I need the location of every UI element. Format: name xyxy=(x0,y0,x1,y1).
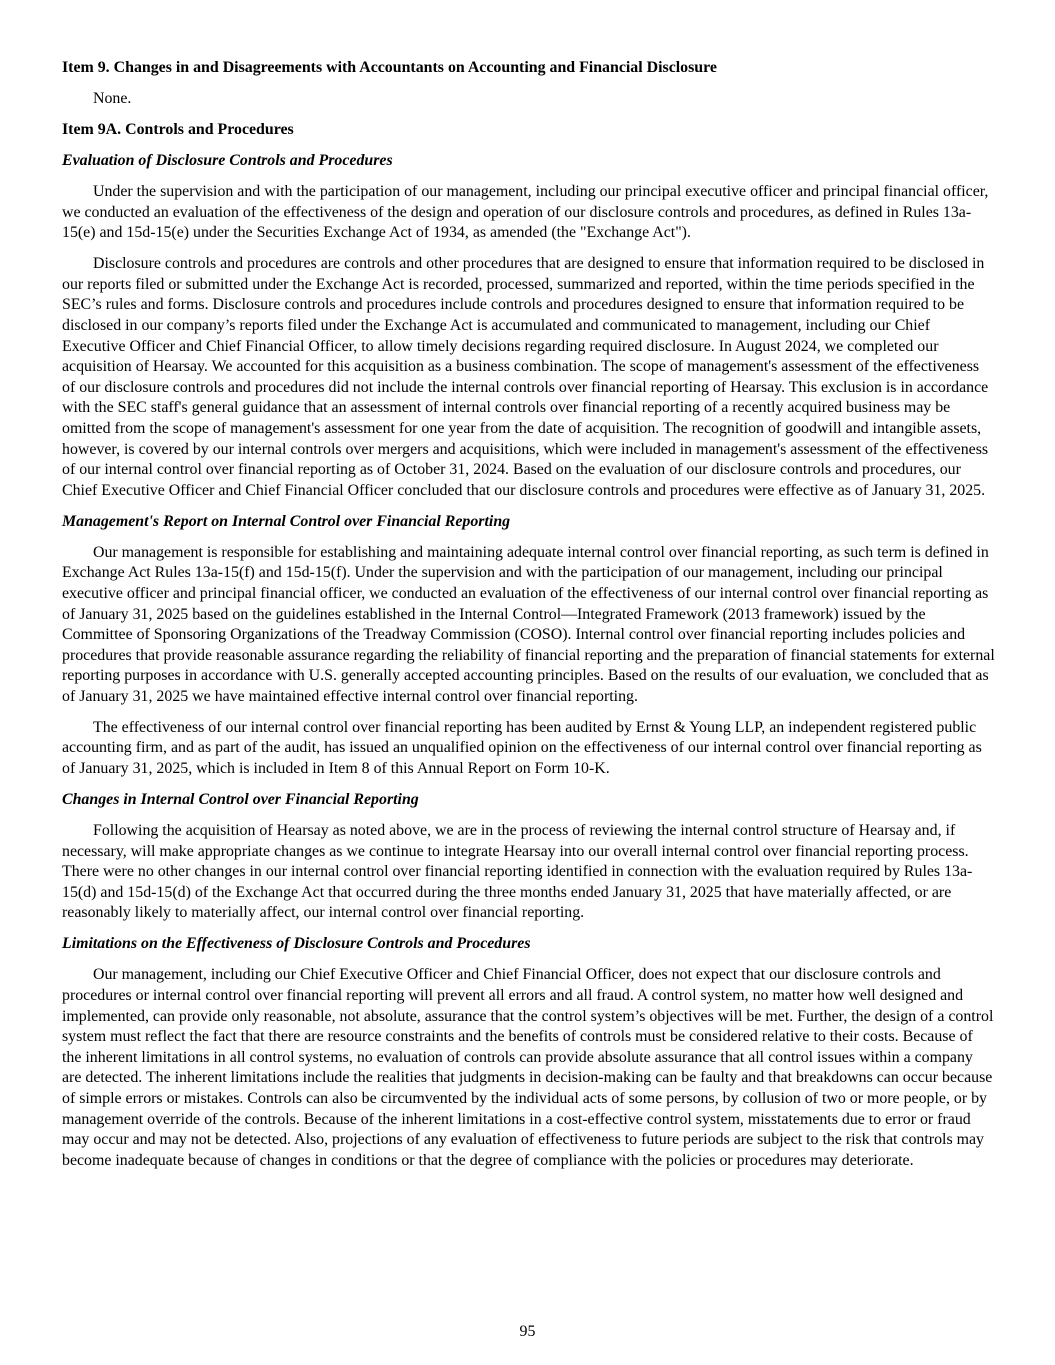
limitations-paragraph-1: Our management, including our Chief Executive Officer and Chief Financial Officer, does not expect that our disclosure controls and procedures or internal control over financial reporting will prevent all errors and all fraud. A control system, no matter how well designed and implemented, can provide only reasonable, not absolute, assurance that the control system’s objectives will be met. Further, the design of a control system must reflect the fact that there are resource constraints and the benefits of controls must be considered relative to their costs. Because of the inherent limitations in all control systems, no evaluation of controls can provide absolute assurance that all control issues within a company are detected. The inherent limitations include the realities that judgments in decision-making can be faulty and that breakdowns can occur because of simple errors or mistakes. Controls can also be circumvented by the individual acts of some persons, by collusion of two or more people, or by management override of the controls. Because of the inherent limitations in a cost-effective control system, misstatements due to error or fraud may occur and may not be detected. Also, projections of any evaluation of effectiveness to future periods are subject to the risk that controls may become inadequate because of changes in conditions or that the degree of compliance with the policies or procedures may deteriorate. xyxy=(62,966,994,1169)
item-9a-heading: Item 9A. Controls and Procedures xyxy=(62,120,294,138)
evaluation-paragraph-2: Disclosure controls and procedures are controls and other procedures that are designed to ensure that information required to be disclosed in our reports filed or submitted under the Exchange Act is recorded, processed, summarized and reported, within the time periods specified in the SEC’s rules and forms. Disclosure controls and procedures include controls and procedures designed to ensure that information required to be disclosed in our company’s reports filed under the Exchange Act is accumulated and communicated to management, including our Chief Executive Officer and Chief Financial Officer, to allow timely decisions regarding required disclosure. In August 2024, we completed our acquisition of Hearsay. We accounted for this acquisition as a business combination. The scope of management's assessment of the effectiveness of our disclosure controls and procedures did not include the internal controls over financial reporting of Hearsay. This exclusion is in accordance with the SEC staff's general guidance that an assessment of internal controls over financial reporting of a recently acquired business may be omitted from the scope of management's assessment for one year from the date of acquisition. The recognition of goodwill and intangible assets, however, is covered by our internal controls over mergers and acquisitions, which were included in management's assessment of the effectiveness of our internal control over financial reporting as of October 31, 2024. Based on the evaluation of our disclosure controls and procedures, our Chief Executive Officer and Chief Financial Officer concluded that our disclosure controls and procedures were effective as of January 31, 2025. xyxy=(62,255,989,499)
changes-paragraph-1: Following the acquisition of Hearsay as noted above, we are in the process of reviewing the internal control structure of Hearsay and, if necessary, will make appropriate changes as we continue to integrate Hearsay into our overall internal control over financial reporting process. There were no other changes in our internal control over financial reporting identified in connection with the evaluation required by Rules 13a-15(d) and 15d-15(d) of the Exchange Act that occurred during the three months ended January 31, 2025 that have materially affected, or are reasonably likely to materially affect, our internal control over financial reporting. xyxy=(62,821,973,922)
management-report-heading: Management's Report on Internal Control over Financial Reporting xyxy=(62,512,511,530)
management-report-paragraph-2: The effectiveness of our internal control over financial reporting has been audited by Ernst & Young LLP, an independent registered public accounting firm, and as part of the audit, has issued an unqualified opinion on the effectiveness of our internal control over financial reporting as of January 31, 2025, which is included in Item 8 of this Annual Report on Form 10-K. xyxy=(62,718,982,777)
evaluation-paragraph-1: Under the supervision and with the participation of our management, including our principal executive officer and principal financial officer, we conducted an evaluation of the effectiveness of the design and operation of our disclosure controls and procedures, as defined in Rules 13a-15(e) and 15d-15(e) under the Securities Exchange Act of 1934, as amended (the "Exchange Act"). xyxy=(62,183,989,242)
changes-heading: Changes in Internal Control over Financial Reporting xyxy=(62,790,419,808)
page-number: 95 xyxy=(519,1323,536,1340)
evaluation-heading: Evaluation of Disclosure Controls and Procedures xyxy=(62,152,393,170)
item-9-heading: Item 9. Changes in and Disagreements with Accountants on Accounting and Financial Disclosure xyxy=(62,59,717,76)
document-page xyxy=(62,58,996,1182)
item-9-text: None. xyxy=(93,90,132,108)
management-report-paragraph-1: Our management is responsible for establishing and maintaining adequate internal control over financial reporting, as such term is defined in Exchange Act Rules 13a-15(f) and 15d-15(f). Under the supervision and with the participation of our management, including our principal executive officer and principal financial officer, we conducted an evaluation of the effectiveness of our internal control over financial reporting as of January 31, 2025 based on the guidelines established in the Internal Control—Integrated Framework (2013 framework) issued by the Committee of Sponsoring Organizations of the Treadway Commission (COSO). Internal control over financial reporting includes policies and procedures that provide reasonable assurance regarding the reliability of financial reporting and the preparation of financial statements for external reporting purposes in accordance with U.S. generally accepted accounting principles. Based on the results of our evaluation, we concluded that as of January 31, 2025 we have maintained effective internal control over financial reporting. xyxy=(62,543,995,705)
limitations-heading: Limitations on the Effectiveness of Disclosure Controls and Procedures xyxy=(62,935,531,953)
